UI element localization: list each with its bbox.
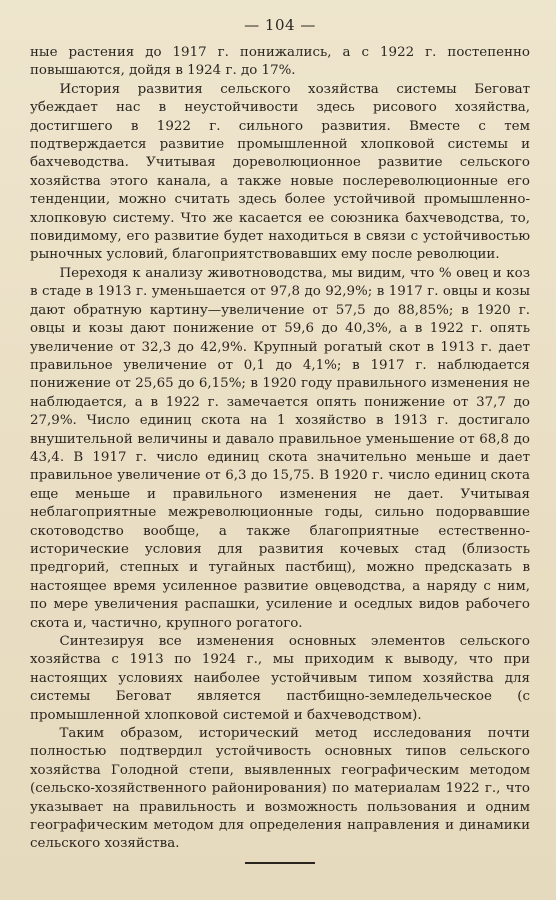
paragraph-synthesis: Синтезируя все изменения основных элементов сельского хозяйства с 1913 по 1924 г., мы приходим к выводу, что при настоящих условиях наиболее устойчивым типом хозяйства для системы Беговат является пастбищно-земледельческое (с промышленной хлопковой системой и бахчеводством). — [30, 634, 530, 723]
paragraph-continuation: ные растения до 1917 г. понижались, а с 1922 г. постепенно повышаются, дойдя в 1924 г. до 17%. — [30, 45, 530, 79]
paragraph-conclusion: Таким образом, исторический метод исследования почти полностью подтвердил устойчивость основных типов сельского хозяйства Голодной степи, выявленных географическим методом (сельско-хозяйственного районирования) по материалам 1922 г., что указывает на правильность и возможность пользования и одним географическим методом для определения направления и динамики сельского хозяйства. — [30, 726, 530, 852]
paragraph-begovat-history: История развития сельского хозяйства системы Беговат убеждает нас в неустойчивости здесь рисового хозяйства, достигшего в 1922 г. сильного развития. Вместе с тем подтверждается развитие промышленной хлопковой системы и бахчеводства. Учитывая дореволюционное развитие сельского хозяйства этого канала, а также новые послереволюционные его тенденции, можно считать здесь более устойчивой промышленно-хлопковую систему. Что же касается ее союзника бахчеводства, то, повидимому, его развитие будет находиться в связи с устойчивостью рыночных условий, благоприятствовавших ему после революции. — [30, 81, 530, 263]
end-rule — [245, 862, 315, 864]
page-number: — 104 — — [244, 16, 316, 34]
paragraph-livestock-analysis: Переходя к анализу животноводства, мы видим, что % овец и коз в стаде в 1913 г. уменьшается от 97,8 до 92,9%; в 1917 г. овцы и козы дают обратную картину—увеличение от 57,5 до 88,85%; в 1920 г. овцы и козы дают понижение от 59,6 до 40,3%, а в 1922 г. опять увеличение от 32,3 до 42,9%. Крупный рогатый скот в 1913 г. дает правильное увеличение от 0,1 до 4,1%; в 1917 г. наблюдается понижение от 25,65 до 6,15%; в 1920 году правильного изменения не наблюдается, а в 1922 г. замечается опять понижение от 37,7 до 27,9%. Число единиц скота на 1 хозяйство в 1913 г. достигало внушительной величины и давало правильное уменьшение от 68,8 до 43,4. В 1917 г. число единиц скота значительно меньше и дает правильное увеличение от 6,3 до 15,75. В 1920 г. число единиц скота еще меньше и правильного изменения не дает. Учитывая неблагоприятные межреволюционные годы, сильно подорвавшие скотоводство вообще, а также благоприятные естественно-исторические условия для развития кочевых стад (близость предгорий, степных и тугайных пастбищ), можно предсказать в настоящее время усиленное развитие овцеводства, а наряду с ним, по мере увеличения распашки, усиление и оседлых видов рабочего скота и, частично, крупного рогатого. — [30, 265, 530, 631]
body-text — [30, 44, 530, 854]
